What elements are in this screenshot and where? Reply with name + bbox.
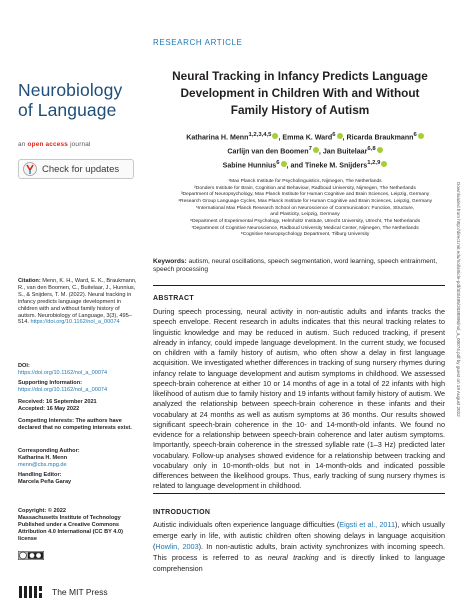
- handling-editor-name: Marcela Peña Garay: [18, 478, 72, 485]
- doi-label: DOI:: [18, 363, 30, 369]
- author-affiliation-sup: 6,8: [367, 145, 376, 152]
- abstract-bottom-rule: [153, 493, 445, 494]
- introduction-heading: INTRODUCTION: [153, 509, 211, 516]
- author-affiliation-sup: 7: [308, 145, 312, 152]
- author-name[interactable]: , Jan Buitelaar: [318, 147, 368, 156]
- journal-logo: [18, 80, 148, 120]
- citation-link[interactable]: Howlin, 2003: [155, 542, 199, 551]
- keywords-text: autism, neural oscillations, speech segmentation, word learning, speech entrainment, speech processing: [153, 258, 438, 274]
- cc-by-license-icon: [18, 551, 44, 560]
- keywords-block: [153, 258, 443, 275]
- affiliation-item: ³Department of Neuropsychology, Max Planck Institute for Human Cognitive and Brain Sciences, Leipzig, Germany: [180, 192, 430, 198]
- publisher-logo: [18, 585, 108, 599]
- affiliation-item: ²Donders Institute for Brain, Cognition and Behaviour, Radboud University, Nijmegen, The Netherlands: [194, 185, 416, 191]
- introduction-text: [153, 519, 445, 574]
- author-affiliation-sup: 6: [276, 159, 280, 166]
- affiliation-item: ⁴Research Group Language Cycles, Max Planck Institute for Human Cognitive and Brain Sciences, Leipzig, Germany: [177, 198, 433, 204]
- affiliation-item: and Plasticity, Leipzig, Germany: [270, 212, 340, 218]
- affiliation-item: ⁷Department of Cognitive Neuroscience, Radboud University Medical Center, Nijmegen, The Netherlands: [191, 225, 419, 231]
- citation-label: Citation:: [18, 278, 41, 284]
- publisher-name: The MIT Press: [52, 587, 108, 597]
- keywords-label: Keywords:: [153, 258, 187, 265]
- handling-editor-label: Handling Editor:: [18, 472, 62, 478]
- download-note-margin: [452, 180, 464, 530]
- competing-interests-text: The authors have declared that no competing interests exist.: [18, 418, 132, 431]
- author-affiliation-sup: 1,2,9: [367, 159, 381, 166]
- affiliation-item: ¹Max Planck Institute for Psycholinguistics, Nijmegen, The Netherlands: [228, 179, 382, 184]
- crossmark-icon: [23, 162, 37, 176]
- check-for-updates-button[interactable]: [18, 159, 134, 179]
- download-note: Downloaded from http://direct.mit.edu/nol/article-pdf/3/3/495/2038996/nol_a_00074.pdf by guest on 19 August 2022: [456, 182, 461, 417]
- handling-editor-block: [18, 472, 138, 486]
- supporting-info-block: [18, 380, 138, 394]
- author-affiliation-sup: 1,2,3,4,5: [248, 132, 272, 138]
- orcid-icon[interactable]: [381, 161, 387, 167]
- intro-text-part: ), which usually emerge early in life, with autistic children often showing delays in language acquisition (: [153, 520, 446, 551]
- open-access-accent: open access: [27, 141, 69, 148]
- accepted-date: Accepted: 16 May 2022: [18, 405, 80, 412]
- copyright-text: Massachusetts Institute of Technology Published under a Creative Commons Attribution 4.0 International (CC BY 4.0) license: [18, 514, 123, 542]
- author-name[interactable]: Sabine Hunnius: [222, 161, 277, 170]
- citation-block: [18, 278, 138, 326]
- journal-logo-line1: Neurobiology: [18, 80, 123, 100]
- abstract-text: During speech processing, neural activity in non-autistic adults and infants tracks the speech envelope. Recent research in adults indicates that this neural tracking relates to linguistic knowledge and may be reduced in autism. Such reduced tracking, if present already in infancy, could impede language development. In the current study, we focused on children with a family history of autism, who often show a delay in first language acquisition. We investigated whether differences in tracking of sung nursery rhymes during infancy relate to language development and autism symptoms in childhood. We assessed speech-brain coherence at either 10 or 14 months of age in a total of 22 infants with high likelihood of autism due to family history and 19 infants without family history of autism. We analyzed the relationship between speech-brain coherence in these infants and their vocabulary at 24 months as well as autism symptoms at 36 months. Our results showed significant speech-brain coherence in the 10- and 14-month-old infants. We found no evidence for a relationship between speech-brain coherence and later autism symptoms. Importantly, speech-brain coherence in the stressed syllable rate (1–3 Hz) predicted later vocabulary. Follow-up analyses showed evidence for a relationship between tracking and vocabulary only in 10-month-olds but not in 14-month-olds and indicated possible differences between the likelihood groups. Thus, early tracking of sung nursery rhymes is related to language development in childhood.: [153, 307, 445, 491]
- author-name[interactable]: , Ricarda Braukmann: [342, 133, 414, 142]
- author-name[interactable]: , and Tineke M. Snijders: [286, 161, 368, 170]
- supporting-info-link[interactable]: https://doi.org/10.1162/nol_a_00074: [18, 386, 108, 393]
- author-affiliation-sup: 6: [413, 132, 417, 138]
- corresponding-author-block: [18, 448, 138, 469]
- open-access-tagline: [18, 141, 91, 148]
- author-list: [160, 130, 450, 172]
- competing-interests-label: Competing Interests:: [18, 418, 74, 424]
- author-name[interactable]: , Emma K. Ward: [278, 133, 333, 142]
- check-for-updates-label: Check for updates: [42, 163, 120, 175]
- orcid-icon[interactable]: [377, 147, 383, 153]
- abstract-heading: ABSTRACT: [153, 295, 194, 302]
- corresponding-author-name: Katharina H. Menn: [18, 454, 68, 461]
- journal-logo-line2: of Language: [18, 100, 117, 120]
- copyright-line: Copyright: © 2022: [18, 508, 66, 514]
- citation-doi-link[interactable]: https://doi.org/10.1162/nol_a_00074: [30, 319, 120, 326]
- title-line-2: Development in Children With and Without: [180, 86, 420, 100]
- supporting-info-label: Supporting Information:: [18, 380, 83, 386]
- dates-block: [18, 399, 138, 413]
- affiliation-item: ⁸Cognitive Neuropsychology Department, Tilburg University: [240, 232, 370, 238]
- intro-text-part: and is directly linked to language comprehension: [153, 553, 445, 573]
- intro-text-part: ). In non-autistic adults, brain activity synchronizes with incoming speech. This process is referred to as: [153, 542, 445, 562]
- orcid-icon[interactable]: [418, 133, 424, 139]
- open-access-suffix: journal: [70, 141, 91, 148]
- citation-text: Menn, K. H., Ward, E. K., Braukmann, R., van den Boomen, C., Buitelaar, J., Hunnius, S., & Snijders, T. M. (2022). Neural tracking in infancy predicts language development in children with and without family history of autism. Neurobiology of Language, 3(3), 495–514.: [18, 278, 137, 326]
- mit-press-icon: [18, 585, 46, 599]
- copyright-block: [18, 508, 138, 543]
- affiliation-item: ⁵International Max Planck Research School on Neuroscience of Communication: Function, Structure,: [195, 205, 415, 211]
- corresponding-author-label: Corresponding Author:: [18, 448, 80, 454]
- title-line-1: Neural Tracking in Infancy Predicts Language: [172, 69, 428, 83]
- article-type-label: RESEARCH ARTICLE: [153, 38, 243, 47]
- doi-link[interactable]: https://doi.org/10.1162/nol_a_00074: [18, 369, 108, 376]
- competing-interests-block: [18, 418, 138, 432]
- article-title: [150, 68, 450, 119]
- intro-text-part: Autistic individuals often experience language difficulties (: [153, 520, 340, 529]
- received-date: Received: 16 September 2021: [18, 399, 97, 405]
- affiliation-item: ⁶Department of Experimental Psychology, Helmholtz Institute, Utrecht University, Utrecht, The Netherlands: [189, 218, 421, 224]
- affiliation-list: [160, 179, 450, 239]
- intro-emphasis: neural tracking: [267, 553, 319, 562]
- title-line-3: Family History of Autism: [230, 103, 370, 117]
- author-affiliation-sup: 6: [332, 132, 336, 138]
- citation-link[interactable]: Eigsti et al., 2011: [339, 520, 395, 529]
- author-name[interactable]: Katharina H. Menn: [186, 133, 249, 142]
- doi-block: [18, 363, 138, 377]
- corresponding-author-email[interactable]: menn@cbs.mpg.de: [18, 461, 67, 468]
- author-name[interactable]: Carlijn van den Boomen: [227, 147, 309, 156]
- abstract-top-rule: [153, 285, 445, 286]
- open-access-prefix: an: [18, 141, 26, 148]
